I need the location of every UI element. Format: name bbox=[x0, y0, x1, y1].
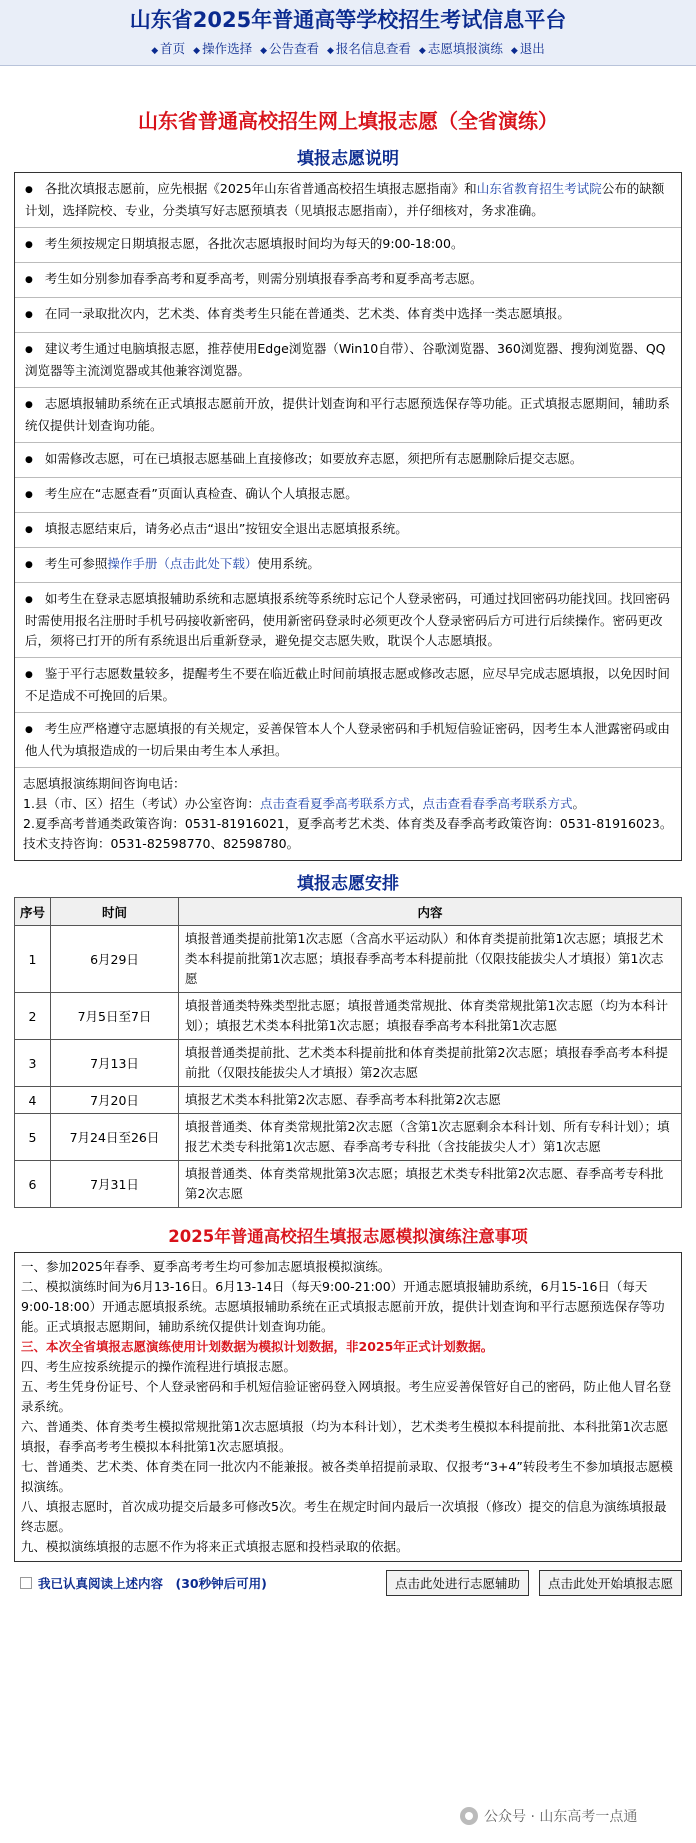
row-content: 填报普通类提前批第1次志愿（含高水平运动队）和体育类提前批第1次志愿；填报艺术类本科提前批第1次志愿；填报春季高考本科提前批（仅限技能拔尖人才填报）第1次志愿 bbox=[179, 926, 682, 993]
note-item: ● 填报志愿结束后，请务必点击“退出”按钮安全退出志愿填报系统。 bbox=[15, 513, 681, 548]
diamond-icon: ◆ bbox=[260, 46, 267, 56]
bullet-icon: ● bbox=[25, 310, 33, 320]
bullet-icon: ● bbox=[25, 240, 33, 250]
site-header bbox=[0, 0, 696, 66]
col-header-no: 序号 bbox=[15, 898, 51, 926]
bullet-icon: ● bbox=[25, 595, 33, 605]
row-date: 6月29日 bbox=[51, 926, 179, 993]
attention-item: 八、填报志愿时，首次成功提交后最多可修改5次。考生在规定时间内最后一次填报（修改）提交的信息为演练填报最终志愿。 bbox=[21, 1499, 667, 1534]
row-no: 5 bbox=[15, 1114, 51, 1161]
col-header-content: 内容 bbox=[179, 898, 682, 926]
row-date: 7月24日至26日 bbox=[51, 1114, 179, 1161]
schedule-table bbox=[14, 897, 682, 1208]
row-no: 4 bbox=[15, 1087, 51, 1114]
note-item: ● 鉴于平行志愿数量较多，提醒考生不要在临近截止时间前填报志愿或修改志愿，应尽早完成志愿填报，以免因时间不足造成不可挽回的后果。 bbox=[15, 658, 681, 713]
note-item: ● 如需修改志愿，可在已填报志愿基础上直接修改；如要放弃志愿，须把所有志愿删除后提交志愿。 bbox=[15, 443, 681, 478]
col-header-date: 时间 bbox=[51, 898, 179, 926]
site-title: 山东省2025年普通高等学校招生考试信息平台 bbox=[129, 8, 567, 32]
note-item: ● 考生可参照操作手册（点击此处下载）使用系统。 bbox=[15, 548, 681, 583]
manual-download-link[interactable]: （点击此处下载） bbox=[157, 556, 258, 571]
table-row bbox=[15, 993, 682, 1040]
attention-item: 四、考生应按系统提示的操作流程进行填报志愿。 bbox=[21, 1359, 297, 1374]
note-item: ● 考生应严格遵守志愿填报的有关规定，妥善保管本人个人登录密码和手机短信验证密码，因考生本人泄露密码或由他人代为填报造成的一切后果由考生本人承担。 bbox=[15, 713, 681, 768]
note-item: ● 如考生在登录志愿填报辅助系统和志愿填报系统等系统时忘记个人登录密码，可通过找回密码功能找回。找回密码时需使用报名注册时手机号码接收新密码，使用新密码登录时必须更改个人登录密码后方可进行后续操作。密码更改后，须将已打开的所有系统退出后重新登录，避免提交志愿失败，耽误个人志愿填报。 bbox=[15, 583, 681, 658]
attention-box bbox=[14, 1252, 682, 1562]
bullet-icon: ● bbox=[25, 725, 33, 735]
attention-item: 二、模拟演练时间为6月13-16日。6月13-14日（每天9:00-21:00）开通志愿填报辅助系统，6月15-16日（每天9:00-18:00）开通志愿填报系统。志愿填报辅助系统在正式填报志愿前开放，提供计划查询和平行志愿预选保存等功能。正式填报志愿期间，辅助系统仅提供计划查询功能。 bbox=[21, 1279, 665, 1334]
read-confirm-label: 我已认真阅读上述内容 (30秒钟后可用) bbox=[38, 1576, 267, 1591]
diamond-icon: ◆ bbox=[151, 46, 159, 56]
row-content: 填报普通类、体育类常规批第3次志愿；填报艺术类专科批第2次志愿、春季高考专科批第2次志愿 bbox=[179, 1161, 682, 1208]
note-item: ● 志愿填报辅助系统在正式填报志愿前开放，提供计划查询和平行志愿预选保存等功能。正式填报志愿期间，辅助系统仅提供计划查询功能。 bbox=[15, 388, 681, 443]
summer-contact-link[interactable]: 点击查看夏季高考联系方式 bbox=[259, 796, 410, 811]
bullet-icon: ● bbox=[25, 345, 33, 355]
note-item: ● 考生须按规定日期填报志愿，各批次志愿填报时间均为每天的9:00-18:00。 bbox=[15, 228, 681, 263]
bullet-icon: ● bbox=[25, 670, 33, 680]
assist-button[interactable]: 点击此处进行志愿辅助 bbox=[386, 1570, 529, 1596]
row-date: 7月31日 bbox=[51, 1161, 179, 1208]
attention-title: 2025年普通高校招生填报志愿模拟演练注意事项 bbox=[168, 1227, 528, 1246]
bullet-icon: ● bbox=[25, 275, 33, 285]
attention-item: 七、普通类、艺术类、体育类在同一批次内不能兼报。被各类单招提前录取、仅报考“3+4”转段考生不参加填报志愿模拟演练。 bbox=[21, 1459, 673, 1494]
diamond-icon: ◆ bbox=[510, 46, 518, 56]
row-no: 3 bbox=[15, 1040, 51, 1087]
diamond-icon: ◆ bbox=[193, 46, 201, 56]
table-row bbox=[15, 1114, 682, 1161]
consult-title: 志愿填报演练期间咨询电话： bbox=[23, 776, 186, 791]
bullet-icon: ● bbox=[25, 560, 33, 570]
note-item: ● 考生应在“志愿查看”页面认真检查、确认个人填报志愿。 bbox=[15, 478, 681, 513]
table-row bbox=[15, 1087, 682, 1114]
row-date: 7月13日 bbox=[51, 1040, 179, 1087]
read-confirm-checkbox[interactable] bbox=[20, 1577, 32, 1589]
consult-line-2: 2.夏季高考普通类政策咨询：0531-81916021，夏季高考艺术类、体育类及春季高考政策咨询：0531-81916023。技术支持咨询：0531-82598770、82598780。 bbox=[23, 816, 673, 851]
table-row bbox=[15, 1040, 682, 1087]
row-content: 填报普通类、体育类常规批第2次志愿（含第1次志愿剩余本科计划、所有专科计划）；填报艺术类专科批第1次志愿、春季高考专科批（含技能拔尖人才）第1次志愿 bbox=[179, 1114, 682, 1161]
nav-registration-info[interactable]: ◆ 报名信息查看 bbox=[326, 41, 411, 56]
note-item: ● 建议考生通过电脑填报志愿，推荐使用Edge浏览器（Win10自带）、谷歌浏览器、360浏览器、搜狗浏览器、QQ浏览器等主流浏览器或其他兼容浏览器。 bbox=[15, 333, 681, 388]
nav-logout[interactable]: ◆ 退出 bbox=[510, 41, 545, 56]
instructions-box bbox=[14, 172, 682, 861]
table-row bbox=[15, 1161, 682, 1208]
bullet-icon: ● bbox=[25, 490, 33, 500]
row-date: 7月5日至7日 bbox=[51, 993, 179, 1040]
bullet-icon: ● bbox=[25, 185, 33, 195]
table-header-row bbox=[15, 898, 682, 926]
nav-announcements[interactable]: ◆ 公告查看 bbox=[260, 41, 319, 56]
schedule-title: 填报志愿安排 bbox=[297, 874, 399, 894]
nav-volunteer-drill[interactable]: ◆ 志愿填报演练 bbox=[418, 41, 503, 56]
row-no: 2 bbox=[15, 993, 51, 1040]
table-row bbox=[15, 926, 682, 993]
consult-line-1: 1.县（市、区）招生（考试）办公室咨询：点击查看夏季高考联系方式，点击查看春季高考联系方式。 bbox=[23, 796, 585, 811]
bullet-icon: ● bbox=[25, 400, 33, 410]
confirm-bar bbox=[14, 1570, 682, 1596]
attention-item-warning: 三、本次全省填报志愿演练使用计划数据为模拟计划数据，非2025年正式计划数据。 bbox=[21, 1339, 494, 1354]
top-nav bbox=[0, 39, 696, 57]
note-item: ● 考生如分别参加春季高考和夏季高考，则需分别填报春季高考和夏季高考志愿。 bbox=[15, 263, 681, 298]
row-content: 填报艺术类本科批第2次志愿、春季高考本科批第2次志愿 bbox=[179, 1087, 682, 1114]
nav-operation-select[interactable]: ◆ 操作选择 bbox=[193, 41, 253, 56]
note-item: ● 各批次填报志愿前，应先根据《2025年山东省普通高校招生填报志愿指南》和山东省教育招生考试院公布的缺额计划，选择院校、专业，分类填写好志愿预填表（见填报志愿指南），并仔细核对，务求准确。 bbox=[15, 173, 681, 228]
consult-section bbox=[15, 768, 681, 860]
watermark: 公众号 · 山东高考一点通 bbox=[460, 1806, 637, 1826]
start-fill-button[interactable]: 点击此处开始填报志愿 bbox=[539, 1570, 682, 1596]
nav-home[interactable]: ◆ 首页 bbox=[151, 41, 186, 56]
diamond-icon: ◆ bbox=[326, 46, 334, 56]
row-date: 7月20日 bbox=[51, 1087, 179, 1114]
manual-link[interactable]: 操作手册 bbox=[107, 556, 158, 571]
diamond-icon: ◆ bbox=[418, 46, 426, 56]
bullet-icon: ● bbox=[25, 525, 33, 535]
row-content: 填报普通类提前批、艺术类本科提前批和体育类提前批第2次志愿；填报春季高考本科提前批（仅限技能拔尖人才填报）第2次志愿 bbox=[179, 1040, 682, 1087]
attention-item: 一、参加2025年春季、夏季高考考生均可参加志愿填报模拟演练。 bbox=[21, 1259, 391, 1274]
spring-contact-link[interactable]: 点击查看春季高考联系方式 bbox=[422, 796, 573, 811]
wechat-icon bbox=[460, 1807, 478, 1825]
attention-item: 六、普通类、体育类考生模拟常规批第1次志愿填报（均为本科计划），艺术类考生模拟本科提前批、本科批第1次志愿填报，春季高考考生模拟本科批第1次志愿填报。 bbox=[21, 1419, 669, 1454]
row-content: 填报普通类特殊类型批志愿；填报普通类常规批、体育类常规批第1次志愿（均为本科计划）；填报艺术类本科批第1次志愿；填报春季高考本科批第1次志愿 bbox=[179, 993, 682, 1040]
instructions-title: 填报志愿说明 bbox=[297, 149, 399, 169]
note-item: ● 在同一录取批次内，艺术类、体育类考生只能在普通类、艺术类、体育类中选择一类志愿填报。 bbox=[15, 298, 681, 333]
bullet-icon: ● bbox=[25, 455, 33, 465]
attention-item: 九、模拟演练填报的志愿不作为将来正式填报志愿和投档录取的依据。 bbox=[21, 1539, 409, 1554]
row-no: 6 bbox=[15, 1161, 51, 1208]
exam-institute-link[interactable]: 山东省教育招生考试院 bbox=[476, 181, 602, 196]
attention-item: 五、考生凭身份证号、个人登录密码和手机短信验证密码登入网填报。考生应妥善保管好自己的密码，防止他人冒名登录系统。 bbox=[21, 1379, 672, 1414]
row-no: 1 bbox=[15, 926, 51, 993]
page-title: 山东省普通高校招生网上填报志愿（全省演练） bbox=[138, 109, 558, 133]
